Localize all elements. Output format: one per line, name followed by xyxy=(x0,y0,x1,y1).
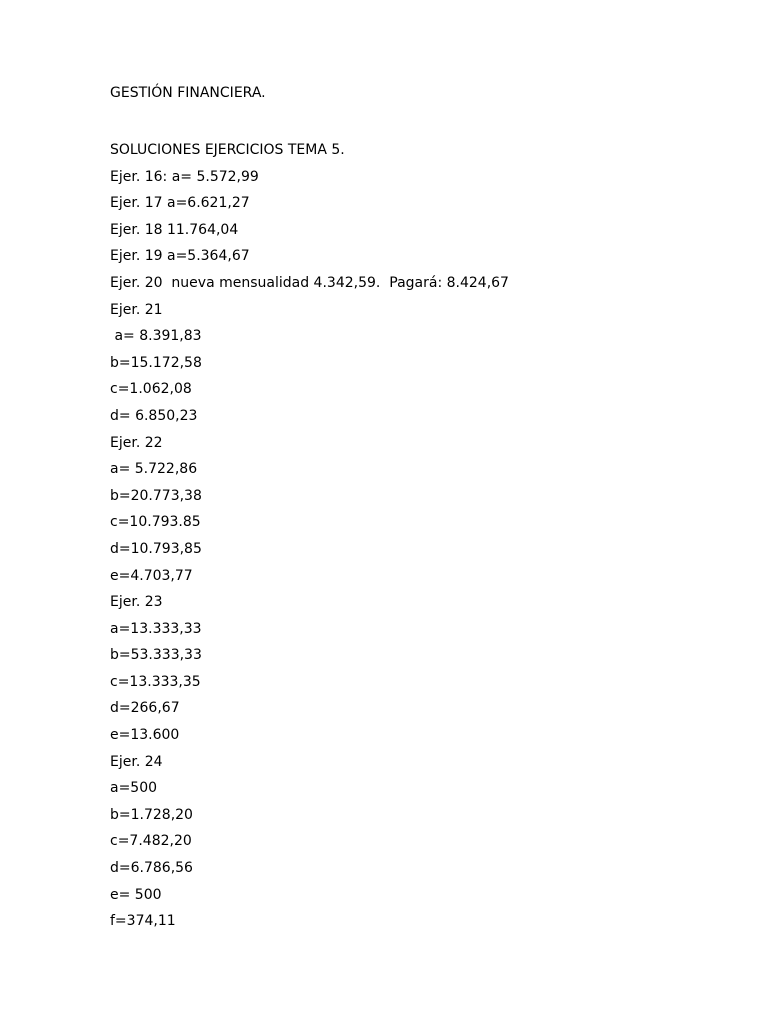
solution-line-23-a: a=13.333,33 xyxy=(110,620,202,637)
solution-line-23-b: b=53.333,33 xyxy=(110,647,202,664)
solution-line-22-b: b=20.773,38 xyxy=(110,487,202,504)
solution-line-21-a: a= 8.391,83 xyxy=(110,328,202,345)
solution-line-ejer-19: Ejer. 19 a=5.364,67 xyxy=(110,248,250,265)
document-subtitle: SOLUCIONES EJERCICIOS TEMA 5. xyxy=(110,142,345,158)
exercise-heading-21: Ejer. 21 xyxy=(110,301,163,318)
solution-line-24-d: d=6.786,56 xyxy=(110,860,193,877)
solution-line-23-e: e=13.600 xyxy=(110,727,180,744)
solution-line-23-c: c=13.333,35 xyxy=(110,673,201,690)
exercise-heading-22: Ejer. 22 xyxy=(110,434,163,451)
solution-line-ejer-17: Ejer. 17 a=6.621,27 xyxy=(110,195,250,212)
solution-line-24-b: b=1.728,20 xyxy=(110,806,193,823)
solution-line-21-c: c=1.062,08 xyxy=(110,381,192,398)
solution-line-ejer-18: Ejer. 18 11.764,04 xyxy=(110,221,239,238)
solution-line-24-a: a=500 xyxy=(110,780,158,797)
solution-line-22-a: a= 5.722,86 xyxy=(110,461,198,478)
solution-line-ejer-16: Ejer. 16: a= 5.572,99 xyxy=(110,168,259,185)
solution-line-ejer-20: Ejer. 20 nueva mensualidad 4.342,59. Pagará: 8.424,67 xyxy=(110,274,509,291)
solution-line-22-d: d=10.793,85 xyxy=(110,540,202,557)
exercise-heading-23: Ejer. 23 xyxy=(110,594,163,611)
solution-line-21-d: d= 6.850,23 xyxy=(110,407,198,424)
solution-line-24-f: f=374,11 xyxy=(110,913,176,930)
solution-line-24-c: c=7.482,20 xyxy=(110,833,192,850)
document-title: GESTIÓN FINANCIERA. xyxy=(110,85,266,101)
solution-line-22-e: e=4.703,77 xyxy=(110,567,193,584)
document-body xyxy=(110,84,710,935)
solution-line-22-c: c=10.793.85 xyxy=(110,514,201,531)
exercise-heading-24: Ejer. 24 xyxy=(110,753,163,770)
solution-line-21-b: b=15.172,58 xyxy=(110,354,202,371)
solution-line-24-e: e= 500 xyxy=(110,886,162,903)
solution-line-23-d: d=266,67 xyxy=(110,700,180,717)
